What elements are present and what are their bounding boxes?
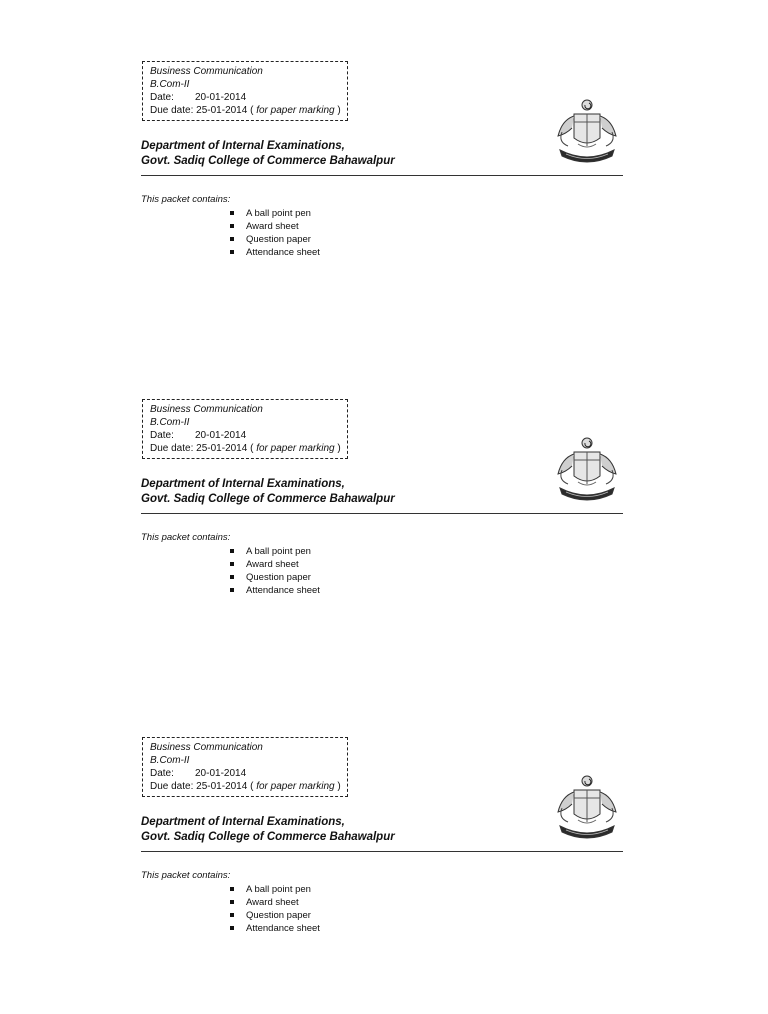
due-date-close: )	[337, 781, 341, 792]
divider-line	[141, 513, 623, 514]
due-date-label: Due date:	[150, 781, 194, 792]
packet-contents-label: This packet contains:	[141, 194, 231, 205]
department-line: Department of Internal Examinations,	[141, 478, 345, 490]
college-line: Govt. Sadiq College of Commerce Bahawalpur	[141, 155, 395, 167]
packet-contents-label: This packet contains:	[141, 532, 231, 543]
packet-item: Attendance sheet	[230, 584, 320, 597]
packet-item: Question paper	[230, 571, 320, 584]
date-value: 20-01-2014	[195, 92, 247, 103]
course-info-box	[142, 399, 348, 459]
due-date-note: for paper marking	[256, 443, 335, 454]
course-info-box	[142, 737, 348, 797]
packet-contents-label: This packet contains:	[141, 870, 231, 881]
packet-item: Question paper	[230, 909, 320, 922]
packet-items-list	[230, 883, 320, 935]
packet-items-list	[230, 207, 320, 259]
due-date-row	[150, 780, 347, 793]
college-line: Govt. Sadiq College of Commerce Bahawalpur	[141, 493, 395, 505]
exam-packet-slip	[0, 338, 768, 676]
subject-text: Business Communication	[150, 742, 263, 753]
department-heading	[141, 139, 395, 169]
due-date-value: 25-01-2014 (	[196, 105, 254, 116]
packet-item: Attendance sheet	[230, 922, 320, 935]
due-date-value: 25-01-2014 (	[196, 443, 254, 454]
due-date-close: )	[337, 105, 341, 116]
department-heading	[141, 477, 395, 507]
packet-item: A ball point pen	[230, 883, 320, 896]
class-text: B.Com-II	[150, 755, 190, 766]
date-label: Date:	[150, 768, 174, 779]
divider-line	[141, 175, 623, 176]
course-info-box	[142, 61, 348, 121]
college-crest-icon	[552, 96, 622, 166]
college-crest-icon	[552, 434, 622, 504]
class-text: B.Com-II	[150, 79, 190, 90]
due-date-row	[150, 104, 347, 117]
date-row	[150, 767, 347, 780]
date-row	[150, 91, 347, 104]
due-date-value: 25-01-2014 (	[196, 781, 254, 792]
date-label: Date:	[150, 430, 174, 441]
packet-item: A ball point pen	[230, 545, 320, 558]
exam-packet-slip	[0, 676, 768, 1014]
department-line: Department of Internal Examinations,	[141, 140, 345, 152]
department-line: Department of Internal Examinations,	[141, 816, 345, 828]
date-row	[150, 429, 347, 442]
packet-item: Award sheet	[230, 896, 320, 909]
subject-text: Business Communication	[150, 404, 263, 415]
department-heading	[141, 815, 395, 845]
packet-items-list	[230, 545, 320, 597]
packet-item: Award sheet	[230, 220, 320, 233]
packet-item: Award sheet	[230, 558, 320, 571]
due-date-note: for paper marking	[256, 105, 335, 116]
college-crest-icon	[552, 772, 622, 842]
packet-item: Question paper	[230, 233, 320, 246]
due-date-row	[150, 442, 347, 455]
divider-line	[141, 851, 623, 852]
packet-item: Attendance sheet	[230, 246, 320, 259]
subject-text: Business Communication	[150, 66, 263, 77]
class-text: B.Com-II	[150, 417, 190, 428]
due-date-label: Due date:	[150, 443, 194, 454]
due-date-note: for paper marking	[256, 781, 335, 792]
date-value: 20-01-2014	[195, 768, 247, 779]
due-date-label: Due date:	[150, 105, 194, 116]
college-line: Govt. Sadiq College of Commerce Bahawalpur	[141, 831, 395, 843]
date-label: Date:	[150, 92, 174, 103]
due-date-close: )	[337, 443, 341, 454]
packet-item: A ball point pen	[230, 207, 320, 220]
exam-packet-slip	[0, 0, 768, 338]
date-value: 20-01-2014	[195, 430, 247, 441]
